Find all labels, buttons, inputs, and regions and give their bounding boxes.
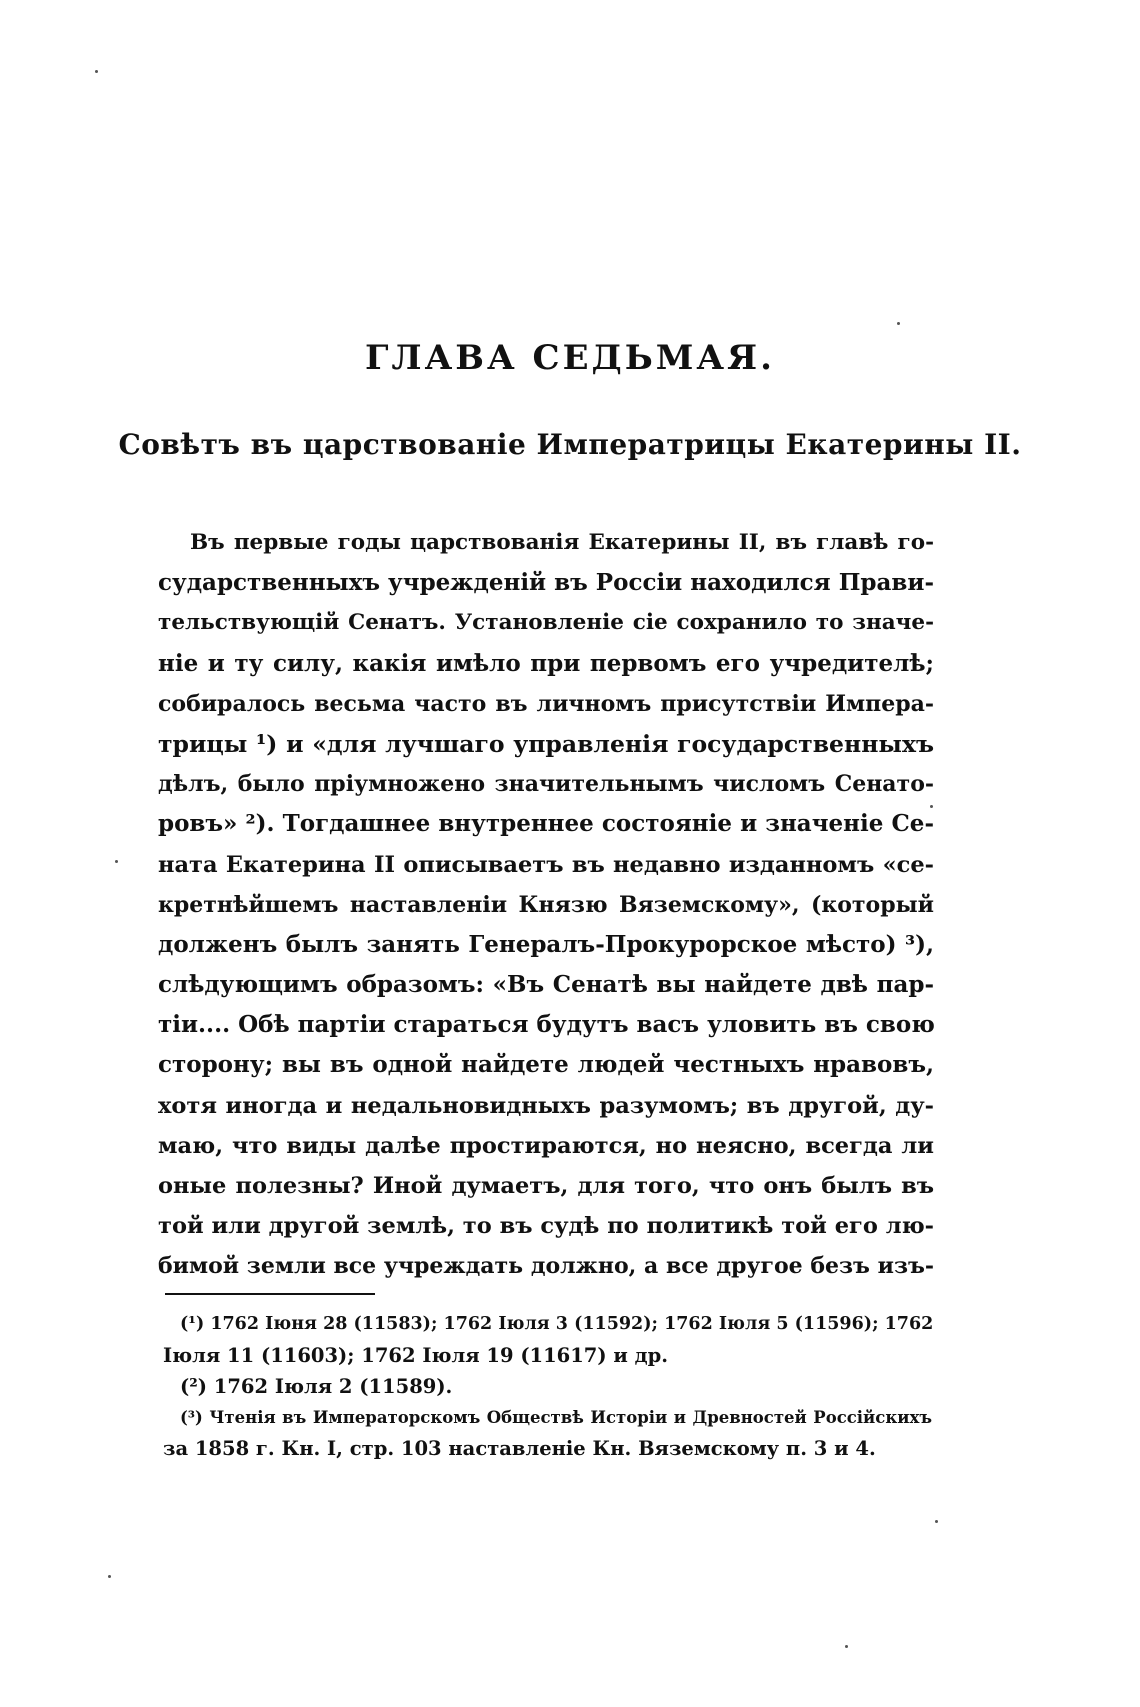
body-line: ніе и ту силу, какія имѣло при первомъ его учредителѣ; [158, 649, 934, 677]
body-line: бимой земли все учреждать должно, а все другое безъ изъ- [158, 1253, 934, 1280]
body-line: долженъ былъ занять Генералъ-Прокурорское мѣсто) ³), [158, 930, 934, 958]
body-line: тельствующій Сенатъ. Установленіе сіе сохранило то значе- [158, 610, 934, 636]
body-line: Въ первые годы царствованія Екатерины II, въ главѣ го- [190, 530, 934, 555]
chapter-title: ГЛАВА СЕДЬМАЯ. [365, 338, 775, 378]
scan-speck [930, 805, 933, 808]
body-line: кретнѣйшемъ наставленіи Князю Вяземскому», (который [158, 891, 934, 918]
footnotes [163, 1309, 934, 1464]
body-line: трицы ¹) и «для лучшаго управленія государственныхъ [158, 729, 934, 758]
body-line: слѣдующимъ образомъ: «Въ Сенатѣ вы найдете двѣ пар- [158, 971, 934, 999]
body-line: маю, что виды далѣе простираются, но неясно, всегда ли [158, 1132, 934, 1159]
footnote-line: (²) 1762 Іюля 2 (11589). [180, 1375, 453, 1398]
body-line: тіи.... Обѣ партіи стараться будутъ васъ уловить въ свою [158, 1011, 935, 1039]
body-line: хотя иногда и недальновидныхъ разумомъ; въ другой, ду- [158, 1092, 934, 1119]
body-text [158, 523, 934, 1287]
scan-speck [935, 1520, 938, 1523]
footnote-line: за 1858 г. Кн. I, стр. 103 наставленіе Кн. Вяземскому п. 3 и 4. [163, 1437, 876, 1460]
body-line: той или другой землѣ, то въ судѣ по политикѣ той его лю- [158, 1213, 934, 1240]
body-line: сторону; вы въ одной найдете людей честныхъ нравовъ, [158, 1051, 934, 1079]
body-line: оные полезны? Иной думаетъ, для того, что онъ былъ въ [158, 1173, 934, 1199]
body-line: дѣлъ, было пріумножено значительнымъ числомъ Сенато- [158, 771, 934, 798]
scan-speck [845, 1645, 848, 1648]
footnote-line: (¹) 1762 Іюня 28 (11583); 1762 Іюля 3 (11592); 1762 Іюля 5 (11596); 1762 [180, 1314, 934, 1334]
body-line: собиралось весьма часто въ личномъ присутствіи Импера- [158, 690, 934, 717]
scan-speck [115, 860, 118, 863]
scan-speck [95, 70, 98, 73]
scan-speck [108, 1575, 111, 1578]
footnote-line: Іюля 11 (11603); 1762 Іюля 19 (11617) и др. [163, 1344, 669, 1367]
body-line: ровъ» ²). Тогдашнее внутреннее состояніе и значеніе Се- [158, 810, 934, 838]
scan-speck [897, 322, 900, 325]
chapter-subtitle: Совѣтъ въ царствованіе Императрицы Екатерины II. [118, 428, 1022, 461]
footnote-line: (³) Чтенія въ Императорскомъ Обществѣ Исторіи и Древностей Россійскихъ [180, 1408, 932, 1427]
body-line: ната Екатерина II описываетъ въ недавно изданномъ «се- [158, 851, 934, 878]
body-line: сударственныхъ учрежденій въ Россіи находился Прави- [158, 569, 934, 597]
footnote-divider [165, 1293, 375, 1295]
